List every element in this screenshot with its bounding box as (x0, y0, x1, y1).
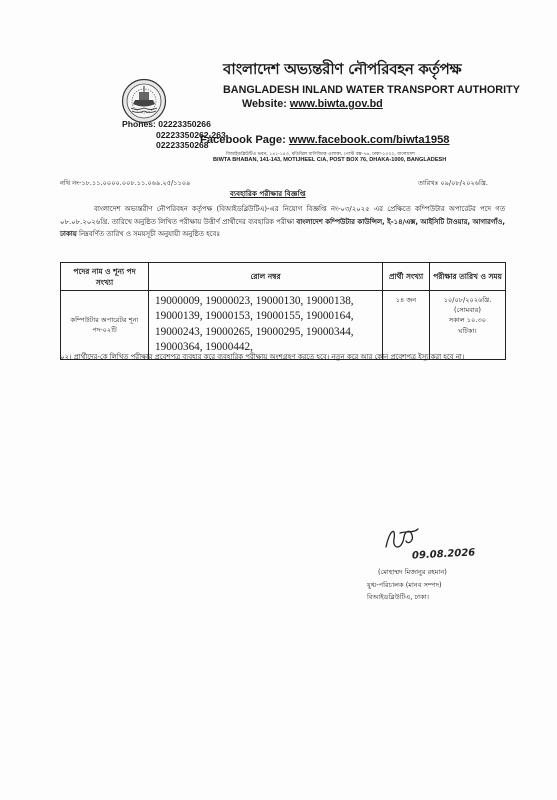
cell-candidate-count: ১৪ জন (383, 291, 430, 360)
header-roll: রোল নম্বর (149, 263, 383, 291)
org-name-bangla: বাংলাদেশ অভ্যন্তরীণ নৌপরিবহন কর্তৃপক্ষ (223, 60, 462, 78)
org-name-english: BANGLADESH INLAND WATER TRANSPORT AUTHORITY (223, 84, 520, 96)
cell-roll-numbers: 19000009, 19000023, 19000130, 19000138, 19000139, 19000153, 19000155, 19000164, 19000243, 19000265, 19000295, 19000344, 19000364, 19000442, (149, 291, 383, 360)
cell-exam-schedule (430, 291, 506, 360)
memo-date (418, 177, 488, 189)
address-english: BIWTA BHABAN, 141-143, MOTIJHEEL C/A, POST BOX 76, DHAKA-1000, BANGLADESH (213, 157, 447, 163)
phone-1: 02223350266 (158, 119, 211, 129)
signatory-name: (মোহাম্মদ মিজানুর রহমান) (378, 568, 447, 576)
facebook-label: Facebook Page: (200, 134, 289, 146)
phones-label: Phones: (122, 119, 156, 129)
para1-venue: বাংলাদেশ কম্পিউটার কাউন্সিল, ই-১৪/এক্স, আইসিটি টাওয়ার, আগারগাঁও, ঢাকায় (60, 217, 505, 238)
website-label: Website: (242, 98, 290, 110)
website-link[interactable]: www.biwta.gov.bd (289, 98, 383, 110)
cell-post: কম্পিউটার অপারেটর শূন্য পদ-০২টি (61, 291, 149, 360)
schedule-day: (সোমবার) (454, 306, 481, 315)
paragraph-2: ০২। প্রার্থীদের-কে লিখিত পরীক্ষার প্রবেশপত্র ব্যবহার করে ব্যবহারিক পরীক্ষায় অংশগ্রহণ করতে হবে। নতুন করে আর কোন প্রবেশপত্র ইস্যু করা হবে না। (60, 353, 465, 361)
table-header-row (61, 263, 506, 291)
biwta-logo (121, 78, 167, 124)
schedule-suffix: ঘটিকা। (458, 326, 477, 335)
schedule-date: ১০/০৮/২০২৬খ্রি. (443, 296, 492, 304)
notice-title: ব্যবহারিক পরীক্ষার বিজ্ঞপ্তি (230, 189, 306, 198)
address-bangla: বিআইডব্লিউটিএ ভবন, ১৪১-১৪৩, মতিঝিল বাণিজ্যিক এলাকা, পোস্ট বক্স-৭৬, ঢাকা-১০০০, বাংলাদেশ (226, 152, 415, 157)
date-value: ০৯/০৮/২০২৬খ্রি. (440, 179, 488, 187)
letterhead (223, 58, 520, 110)
facebook-link[interactable]: www.facebook.com/biwta1958 (288, 134, 450, 146)
phone-3: 02223350268 (156, 140, 209, 151)
schedule-time: সকাল ১০.৩০ (448, 316, 487, 325)
para1-text-b: নিম্নবর্ণিত তারিখ ও সময়সূচী অনুযায়ী অনুষ্ঠিত হবেঃ (76, 230, 221, 238)
para1-text-a: বাংলাদেশ অভ্যন্তরীণ নৌপরিবহন কর্তৃপক্ষ (বিআইডব্লিউটিএ)-এর নিয়োগ বিজ্ঞপ্তি নং-০৩/২০২৫ এর প্রেক্ষিতে কম্পিউটার অপারেটর পদে গত ০৮.০৮.২০২৬খ্রি. তারিখে অনুষ্ঠিত লিখিত পরীক্ষায় উত্তীর্ণ প্রার্থীদের ব্যবহারিক পরীক্ষা (60, 205, 505, 226)
signatory-designation: যুগ্ম-পরিচালক (মানব সম্পদ) (367, 581, 442, 589)
paragraph-1 (60, 203, 505, 241)
table-row (61, 291, 506, 360)
phone-2: 02223350262-263 (156, 129, 226, 140)
header-schedule: পরীক্ষার তারিখ ও সময় (430, 263, 506, 291)
exam-schedule-table (60, 262, 506, 360)
memo-number: নথি নং-১৮.১১.০০০০.০০৮.১১.০৬৯.২৫/১১০৯ (60, 179, 191, 187)
signatory-office: বিআইডব্লিউটিএ, ঢাকা। (367, 593, 429, 601)
website-line (223, 98, 473, 110)
facebook-line (200, 134, 450, 146)
header-post: পদের নাম ও শূন্য পদ সংখ্যা (61, 263, 149, 291)
header-candidates: প্রার্থী সংখ্যা (383, 263, 430, 291)
signature-date: 09.08.2026 (411, 547, 476, 562)
date-label: তারিখঃ (418, 179, 439, 187)
